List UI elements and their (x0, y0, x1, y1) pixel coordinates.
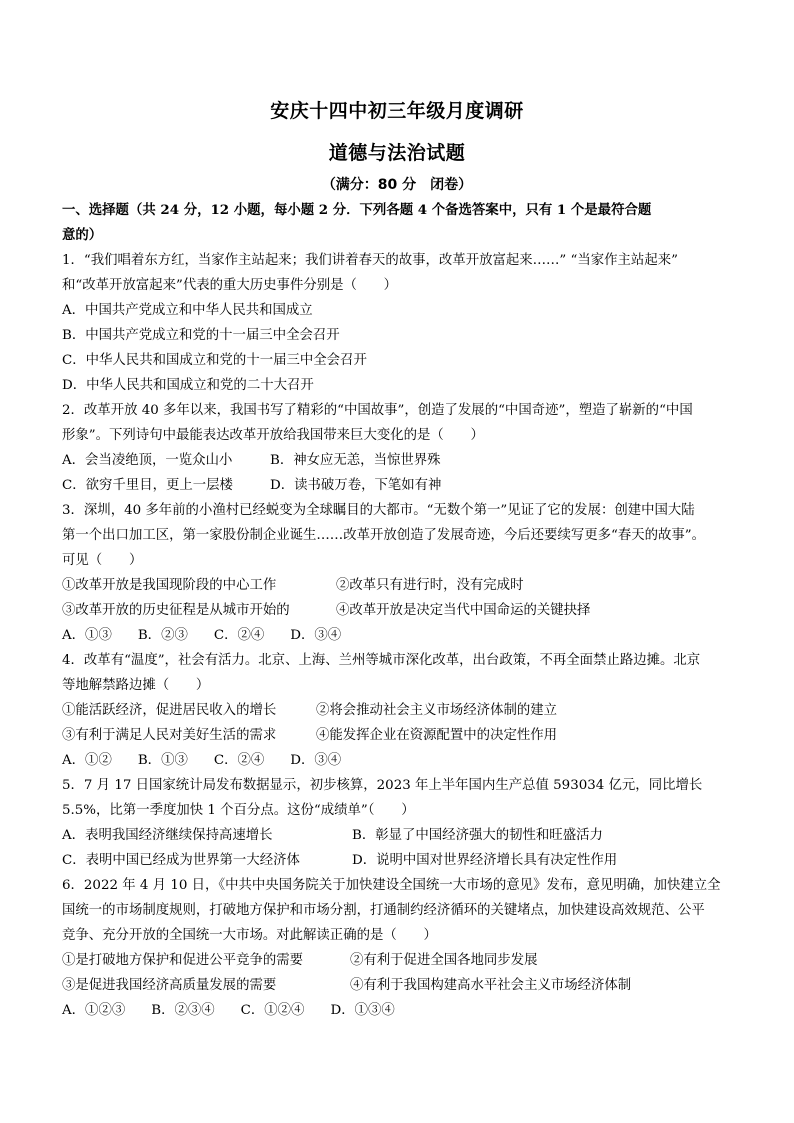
q3-stem-cont: 第一个出口加工区，第一家股份制企业诞生……改革开放创造了发展奇迹，今后还要续写更多“春天的故事”。 (62, 528, 706, 543)
q3-option-d: D．③④ (290, 628, 342, 643)
q4-option-c: C．②④ (213, 753, 265, 768)
q6-statements-12 (62, 948, 742, 973)
exam-body (62, 198, 742, 1023)
q3-option-a: A．①③ (62, 628, 112, 643)
q5-option-a: A．表明我国经济继续保持高速增长 (62, 828, 273, 843)
q5-options-cd (62, 848, 742, 873)
q3-option-b: B．②③ (137, 628, 188, 643)
q6-statement-1: ①是打破地方保护和促进公平竞争的需要 (62, 953, 304, 968)
q3-options (62, 623, 742, 648)
q4-option-d: D．③④ (290, 753, 342, 768)
q3-statement-4: ④改革开放是决定当代中国命运的关键抉择 (336, 603, 591, 618)
q6-option-d: D．①③④ (330, 1003, 395, 1018)
q4-stem-cont: 等地解禁路边摊（ ） (62, 678, 210, 693)
q5-option-d: D．说明中国对世界经济增长具有决定性作用 (352, 853, 618, 868)
q3-statements-12 (62, 573, 742, 598)
q4-option-a: A．①② (62, 753, 112, 768)
q2-stem: 2．改革开放 40 多年以来，我国书写了精彩的“中国故事”，创造了发展的“中国奇迹”，塑造了崭新的“中国 (62, 403, 693, 418)
q1-option-b: B．中国共产党成立和党的十一届三中全会召开 (62, 328, 340, 343)
q6-options (62, 998, 742, 1023)
q6-stem-end: 竞争、充分开放的全国统一大市场。对此解读正确的是（ ） (62, 928, 437, 943)
q1-stem: 1．“我们唱着东方红，当家作主站起来；我们讲着春天的故事，改革开放富起来……” “当家作主站起来” (62, 253, 678, 268)
q3-statement-3: ③改革开放的历史征程是从城市开始的 (62, 603, 290, 618)
q4-option-b: B．①③ (137, 753, 188, 768)
q4-statements-34 (62, 723, 742, 748)
q5-options-ab (62, 823, 742, 848)
exam-title: 安庆十四中初三年级月度调研 (270, 100, 524, 122)
q3-statement-2: ②改革只有进行时，没有完成时 (336, 578, 524, 593)
exam-subject: 道德与法治试题 (328, 142, 466, 164)
q2-option-a: A．会当凌绝顶，一览众山小 (62, 453, 233, 468)
q2-stem-cont: 形象”。下列诗句中最能表达改革开放给我国带来巨大变化的是（ ） (62, 428, 484, 443)
q4-statements-12 (62, 698, 742, 723)
q2-option-c: C．欲穷千里目，更上一层楼 (62, 478, 233, 493)
q2-option-b: B．神女应无恙，当惊世界殊 (270, 453, 441, 468)
q2-options-cd (62, 473, 742, 498)
q4-statement-4: ④能发挥企业在资源配置中的决定性作用 (316, 728, 558, 743)
section-heading: 一、选择题（共 24 分，12 小题，每小题 2 分．下列各题 4 个备选答案中，只有 1 个是最符合题 (62, 202, 652, 218)
q6-statement-3: ③是促进我国经济高质量发展的需要 (62, 978, 277, 993)
q3-statements-34 (62, 598, 742, 623)
q6-stem: 6．2022 年 4 月 10 日，《中共中央国务院关于加快建设全国统一大市场的意见》发布，意见明确，加快建立全 (62, 878, 721, 893)
q6-statements-34 (62, 973, 742, 998)
q3-stem-end: 可见（ ） (62, 553, 143, 568)
q5-stem-cont: 5.5%，比第一季度加快 1 个百分点。这份“成绩单”（ ） (62, 803, 415, 818)
section-heading-cont: 意的） (62, 227, 103, 243)
q1-option-d: D．中华人民共和国成立和党的二十大召开 (62, 378, 314, 393)
exam-meta: （满分：80 分 闭卷） (321, 177, 473, 193)
q6-stem-cont: 国统一的市场制度规则，打破地方保护和市场分割，打通制约经济循环的关键堵点，加快建设高效规范、公平 (62, 903, 705, 918)
q6-option-a: A．①②③ (62, 1003, 126, 1018)
q5-stem: 5．7 月 17 日国家统计局发布数据显示，初步核算，2023 年上半年国内生产总值 593034 亿元，同比增长 (62, 778, 703, 793)
q4-stem: 4．改革有“温度”，社会有活力。北京、上海、兰州等城市深化改革，出台政策，不再全面禁止路边摊。北京 (62, 653, 701, 668)
q4-statement-1: ①能活跃经济，促进居民收入的增长 (62, 703, 277, 718)
q3-stem: 3．深圳，40 多年前的小渔村已经蜕变为全球瞩目的大都市。“无数个第一”见证了它的发展：创建中国大陆 (62, 503, 695, 518)
q2-options-ab (62, 448, 742, 473)
q6-statement-2: ②有利于促进全国各地同步发展 (350, 953, 538, 968)
q6-statement-4: ④有利于我国构建高水平社会主义市场经济体制 (350, 978, 632, 993)
q6-option-b: B．②③④ (151, 1003, 215, 1018)
q5-option-b: B．彰显了中国经济强大的韧性和旺盛活力 (352, 828, 603, 843)
q4-options (62, 748, 742, 773)
q4-statement-3: ③有利于满足人民对美好生活的需求 (62, 728, 277, 743)
q2-option-d: D．读书破万卷，下笔如有神 (270, 478, 442, 493)
q3-option-c: C．②④ (213, 628, 265, 643)
q1-option-c: C．中华人民共和国成立和党的十一届三中全会召开 (62, 353, 367, 368)
q4-statement-2: ②将会推动社会主义市场经济体制的建立 (316, 703, 558, 718)
q3-statement-1: ①改革开放是我国现阶段的中心工作 (62, 578, 277, 593)
q1-option-a: A．中国共产党成立和中华人民共和国成立 (62, 303, 313, 318)
q6-option-c: C．①②④ (240, 1003, 305, 1018)
q5-option-c: C．表明中国已经成为世界第一大经济体 (62, 853, 300, 868)
q1-stem-cont: 和“改革开放富起来”代表的重大历史事件分别是（ ） (62, 278, 398, 293)
